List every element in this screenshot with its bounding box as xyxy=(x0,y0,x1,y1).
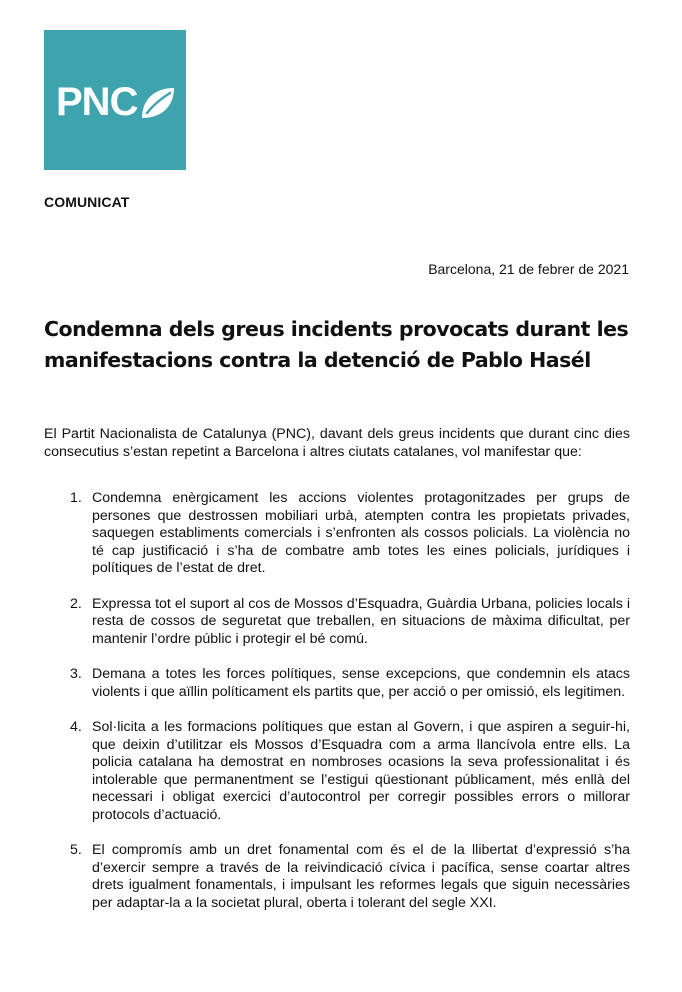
point-number: 5. xyxy=(70,842,82,858)
statement-point-5 xyxy=(44,842,630,912)
point-text: Demana a totes les forces polítiques, sense excepcions, que condemnin els atacs violents i que aïllin políticament els partits que, per acció o per omissió, els legitimen. xyxy=(92,666,630,700)
document-type-label: COMUNICAT xyxy=(44,194,130,210)
statement-point-2 xyxy=(44,596,630,649)
point-text: Sol·licita a les formacions polítiques que estan al Govern, i que aspiren a seguir-hi, que deixin d’utilitzar els Mossos d’Esquadra com a arma llancívola entre ells. La policia catalana ha demostrat en nombroses ocasions la seva professionalitat i és intolerable que permanentment se l’estigui qüestionant públicament, més enllà del necessari i obligat exercici d’autocontrol per corregir possibles errors o millorar protocols d’actuació. xyxy=(92,719,630,823)
point-number: 2. xyxy=(70,595,82,612)
point-number: 3. xyxy=(70,666,82,682)
pnc-logo xyxy=(44,30,186,170)
logo-text: PNC xyxy=(56,80,138,124)
point-number: 4. xyxy=(70,719,82,735)
intro-paragraph: El Partit Nacionalista de Catalunya (PNC), davant dels greus incidents que durant cinc dies consecutius s’estan repetint a Barcelona i altres ciutats catalanes, vol manifestar que: xyxy=(44,426,630,460)
point-text: Condemna enèrgicament les accions violentes protagonitzades per grups de persones que destrossen mobiliari urbà, atempten contra les propietats privades, saquegen establiments comercials i s’enfronten als cossos policials. La violència no té cap justificació i s’ha de combatre amb totes les eines policials, jurídiques i polítiques de l’estat de dret. xyxy=(92,490,630,576)
document-title: Condemna dels greus incidents provocats durant les manifestacions contra la detenció de Pablo Hasél xyxy=(44,317,629,372)
statement-point-4 xyxy=(44,719,630,824)
logo-graphic xyxy=(44,30,186,170)
statement-point-1 xyxy=(44,490,630,578)
point-text: Expressa tot el suport al cos de Mossos d’Esquadra, Guàrdia Urbana, policies locals i resta de cossos de seguretat que treballen, en situacions de màxima dificultat, per mantenir l’ordre públic i protegir el bé comú. xyxy=(92,595,630,647)
point-text: El compromís amb un dret fonamental com és el de la llibertat d’expressió s’ha d’exercir sempre a través de la reivindicació cívica i pacífica, sense coartar altres drets igualment fonamentals, i impulsant les reformes legals que siguin necessàries per adaptar-la a la societat plural, oberta i tolerant del segle XXI. xyxy=(92,842,630,911)
place-and-date: Barcelona, 21 de febrer de 2021 xyxy=(428,261,629,277)
point-number: 1. xyxy=(70,490,82,506)
statement-points-list xyxy=(44,490,630,912)
statement-point-3 xyxy=(44,666,630,701)
